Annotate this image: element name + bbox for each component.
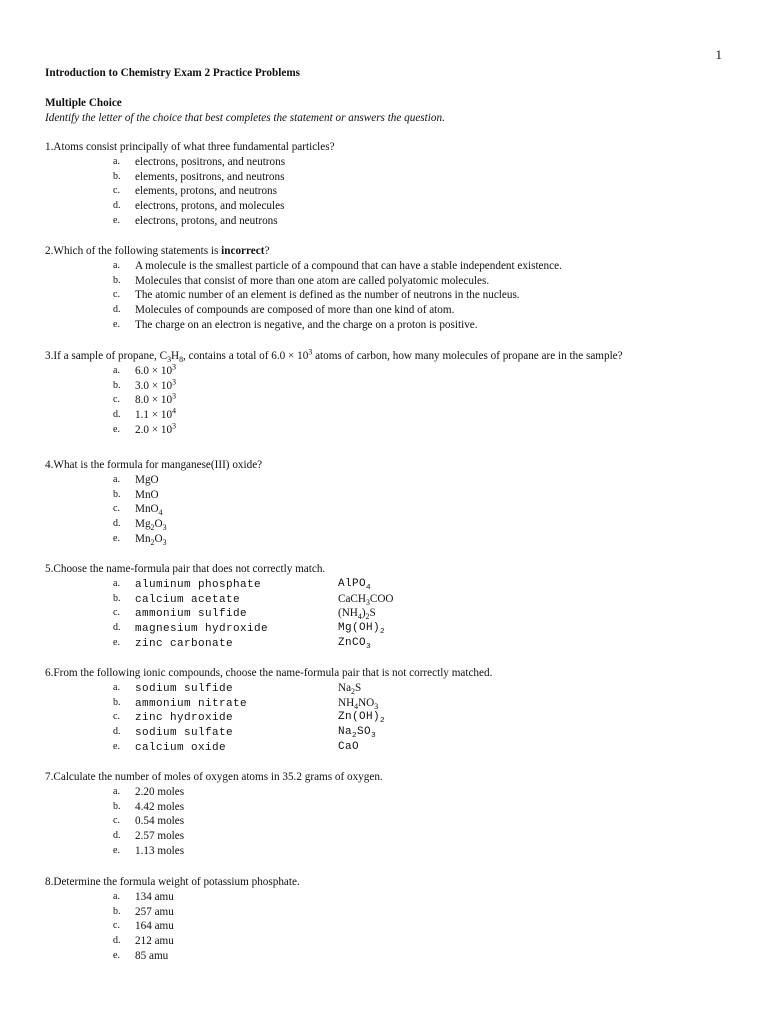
formula: MnO — [135, 488, 159, 501]
question-8 — [45, 875, 735, 964]
choice-a[interactable] — [45, 473, 735, 488]
choice-letter: e. — [113, 949, 120, 961]
choice-text: 212 amu — [135, 935, 174, 948]
formula: $Na_2S$ — [338, 681, 362, 697]
choice-letter: a. — [113, 259, 120, 271]
choice-b[interactable] — [45, 488, 735, 503]
choice-text: 1.13 moles — [135, 844, 185, 857]
choice-letter: b. — [113, 170, 121, 182]
choice-letter: b. — [113, 379, 121, 391]
choice-a[interactable] — [45, 681, 735, 696]
choice-b[interactable] — [45, 905, 735, 920]
question-text: 3.If a sample of propane, $C_3H_8$, contains a total of $6.0 \times 10^3$ atoms of carbon, how many molecules of propane are in the sample? — [45, 347, 623, 365]
choice-a[interactable] — [45, 890, 735, 905]
choice-letter: e. — [113, 214, 120, 226]
choice-d[interactable] — [45, 934, 735, 949]
question-5 — [45, 562, 735, 651]
choice-letter: c. — [113, 607, 120, 619]
choice-letter: e. — [113, 318, 120, 330]
compound-name: aluminum phosphate — [135, 578, 262, 591]
choice-b[interactable] — [45, 696, 735, 711]
choice-letter: e. — [113, 423, 120, 435]
choice-text: 4.42 moles — [135, 800, 185, 813]
choice-e[interactable] — [45, 636, 735, 651]
choice-letter: c. — [113, 711, 120, 723]
choice-list — [45, 681, 735, 755]
choice-text: The atomic number of an element is defined as the number of neutrons in the nucleus. — [135, 289, 520, 302]
choice-c[interactable] — [45, 606, 735, 621]
choice-text: 257 amu — [135, 905, 174, 918]
document-title: Introduction to Chemistry Exam 2 Practice Problems — [45, 67, 300, 79]
choice-e[interactable] — [45, 214, 735, 229]
choice-text: 6.0 × 10 — [135, 364, 173, 377]
choice-letter: b. — [113, 696, 121, 708]
choice-c[interactable] — [45, 919, 735, 934]
formula: $NH_4NO_3$ — [338, 696, 379, 711]
choice-e[interactable] — [45, 740, 735, 755]
choice-letter: e. — [113, 740, 120, 752]
question-text: 7.Calculate the number of moles of oxygen atoms in 35.2 grams of oxygen. — [45, 771, 383, 783]
choice-list — [45, 259, 735, 333]
choice-a[interactable] — [45, 155, 735, 170]
compound-name: ammonium sulfide — [135, 608, 248, 621]
choice-text: elements, positrons, and neutrons — [135, 170, 285, 183]
choice-e[interactable] — [45, 949, 735, 964]
compound-name: calcium oxide — [135, 741, 227, 754]
choice-letter: a. — [113, 577, 120, 589]
choice-letter: c. — [113, 289, 120, 301]
choice-letter: d. — [113, 622, 121, 634]
choice-e[interactable]: e. $2.0 \times 10^3$ — [113, 421, 176, 436]
choice-text: 2.57 moles — [135, 830, 185, 843]
question-text: 8.Determine the formula weight of potassium phosphate. — [45, 876, 300, 888]
choice-text: The charge on an electron is negative, and the charge on a proton is positive. — [135, 318, 478, 331]
compound-name: zinc hydroxide — [135, 712, 234, 725]
choice-letter: a. — [113, 155, 120, 167]
choice-text: 85 amu — [135, 949, 169, 962]
formula: ZnCO$_3$ — [338, 636, 372, 652]
choice-list — [45, 785, 735, 859]
choice-text: Molecules of compounds are composed of more than one kind of atom. — [135, 304, 455, 317]
formula: MgO — [135, 473, 159, 486]
formula: CaO — [338, 740, 360, 753]
choice-letter: a. — [113, 473, 120, 485]
formula: MnO$_4$ — [135, 503, 163, 518]
page-number: 1 — [715, 47, 722, 62]
choice-letter: d. — [113, 726, 121, 738]
question-6 — [45, 666, 735, 755]
compound-name: zinc carbonate — [135, 637, 234, 650]
choice-d[interactable] — [45, 621, 735, 636]
choice-d[interactable] — [45, 725, 735, 740]
choice-b[interactable] — [45, 274, 735, 289]
choice-c[interactable] — [45, 288, 735, 303]
choice-text: 8.0 × 10 — [135, 394, 173, 407]
section-title: Multiple Choice — [45, 97, 122, 109]
choice-letter: b. — [113, 592, 121, 604]
choice-d[interactable]: d. $1.1 \times 10^4$ — [113, 406, 176, 422]
choice-d[interactable] — [45, 517, 735, 532]
choice-letter: d. — [113, 200, 121, 212]
question-text: 2.Which of the following statements is incorrect? — [45, 245, 270, 257]
choice-letter: a. — [113, 364, 120, 376]
emphasis: incorrect — [221, 245, 265, 257]
choice-text: electrons, positrons, and neutrons — [135, 155, 286, 168]
choice-text: 164 amu — [135, 920, 174, 933]
choice-letter: a. — [113, 785, 120, 797]
instructions: Identify the letter of the choice that best completes the statement or answers the question. — [45, 112, 445, 124]
choice-c[interactable] — [45, 710, 735, 725]
choice-text: electrons, protons, and neutrons — [135, 214, 278, 227]
choice-text: 1.1 × 10 — [135, 409, 173, 422]
choice-a[interactable] — [45, 785, 735, 800]
formula: $Mg(OH)_2$ — [338, 622, 386, 637]
formula: $Zn(OH)_2$ — [338, 711, 386, 726]
choice-list — [45, 473, 735, 547]
choice-list — [45, 364, 735, 438]
choice-letter: e. — [113, 532, 120, 544]
formula: $Na_2SO_3$ — [338, 726, 377, 741]
choice-d[interactable] — [45, 199, 735, 214]
choice-letter: c. — [113, 815, 120, 827]
choice-a[interactable]: a. $6.0 \times 10^3$ — [113, 362, 176, 377]
choice-letter: e. — [113, 844, 120, 856]
choice-letter: d. — [113, 935, 121, 947]
choice-e[interactable] — [45, 844, 735, 859]
question-7 — [45, 770, 735, 859]
compound-name: ammonium nitrate — [135, 697, 248, 710]
question-text: 4.What is the formula for manganese(III) oxide? — [45, 459, 263, 471]
choice-text: electrons, protons, and molecules — [135, 200, 285, 213]
choice-letter: b. — [113, 274, 121, 286]
choice-letter: b. — [113, 800, 121, 812]
choice-letter: c. — [113, 185, 120, 197]
choice-letter: c. — [113, 503, 120, 515]
choice-b[interactable] — [45, 800, 735, 815]
choice-list — [45, 155, 735, 229]
compound-name: magnesium hydroxide — [135, 623, 269, 636]
choice-c[interactable] — [45, 184, 735, 199]
choice-letter: b. — [113, 905, 121, 917]
choice-text: elements, protons, and neutrons — [135, 185, 277, 198]
formula: CaCH$_3$COO — [338, 592, 394, 607]
choice-text: 134 amu — [135, 890, 174, 903]
choice-list — [45, 890, 735, 964]
compound-name: calcium acetate — [135, 593, 241, 606]
choice-a[interactable] — [45, 259, 735, 274]
compound-name: sodium sulfate — [135, 727, 234, 740]
question-4 — [45, 458, 735, 547]
choice-c[interactable] — [45, 814, 735, 829]
question-text: 6.From the following ionic compounds, choose the name-formula pair that is not correctly matched. — [45, 667, 493, 679]
choice-letter: c. — [113, 394, 120, 406]
choice-b[interactable] — [45, 170, 735, 185]
choice-text: Molecules that consist of more than one atom are called polyatomic molecules. — [135, 274, 490, 287]
question-2 — [45, 244, 735, 333]
choice-letter: c. — [113, 920, 120, 932]
choice-text: 2.0 × 10 — [135, 423, 173, 436]
choice-letter: e. — [113, 636, 120, 648]
formula: AlPO$_4$ — [338, 577, 372, 592]
choice-letter: d. — [113, 409, 121, 421]
formula: $Mg_2O_3$ — [135, 518, 167, 533]
choice-letter: d. — [113, 304, 121, 316]
formula: $(NH_4)_2S$ — [338, 607, 376, 622]
formula: $Mn_2O_3$ — [135, 532, 167, 548]
question-text: 5.Choose the name-formula pair that does not correctly match. — [45, 563, 326, 575]
question-text: 1.Atoms consist principally of what three fundamental particles? — [45, 141, 335, 153]
choice-letter: a. — [113, 890, 120, 902]
choice-text: A molecule is the smallest particle of a compound that can have a stable independent existence. — [135, 259, 562, 272]
choice-d[interactable] — [45, 829, 735, 844]
choice-letter: b. — [113, 488, 121, 500]
choice-letter: a. — [113, 681, 120, 693]
choice-letter: d. — [113, 830, 121, 842]
choice-b[interactable] — [45, 592, 735, 607]
choice-text: 3.0 × 10 — [135, 379, 173, 392]
choice-e[interactable] — [45, 532, 735, 547]
compound-name: sodium sulfide — [135, 682, 234, 695]
choice-list — [45, 577, 735, 651]
choice-a[interactable] — [45, 577, 735, 592]
choice-c[interactable]: c. $8.0 \times 10^3$ — [113, 391, 176, 407]
question-3 — [45, 349, 735, 438]
choice-letter: d. — [113, 518, 121, 530]
choice-text: 2.20 moles — [135, 785, 185, 798]
choice-b[interactable]: b. $3.0 \times 10^3$ — [113, 376, 176, 392]
choice-e[interactable] — [45, 318, 735, 333]
choice-c[interactable] — [45, 502, 735, 517]
choice-text: 0.54 moles — [135, 815, 185, 828]
question-1 — [45, 140, 735, 229]
choice-d[interactable] — [45, 303, 735, 318]
